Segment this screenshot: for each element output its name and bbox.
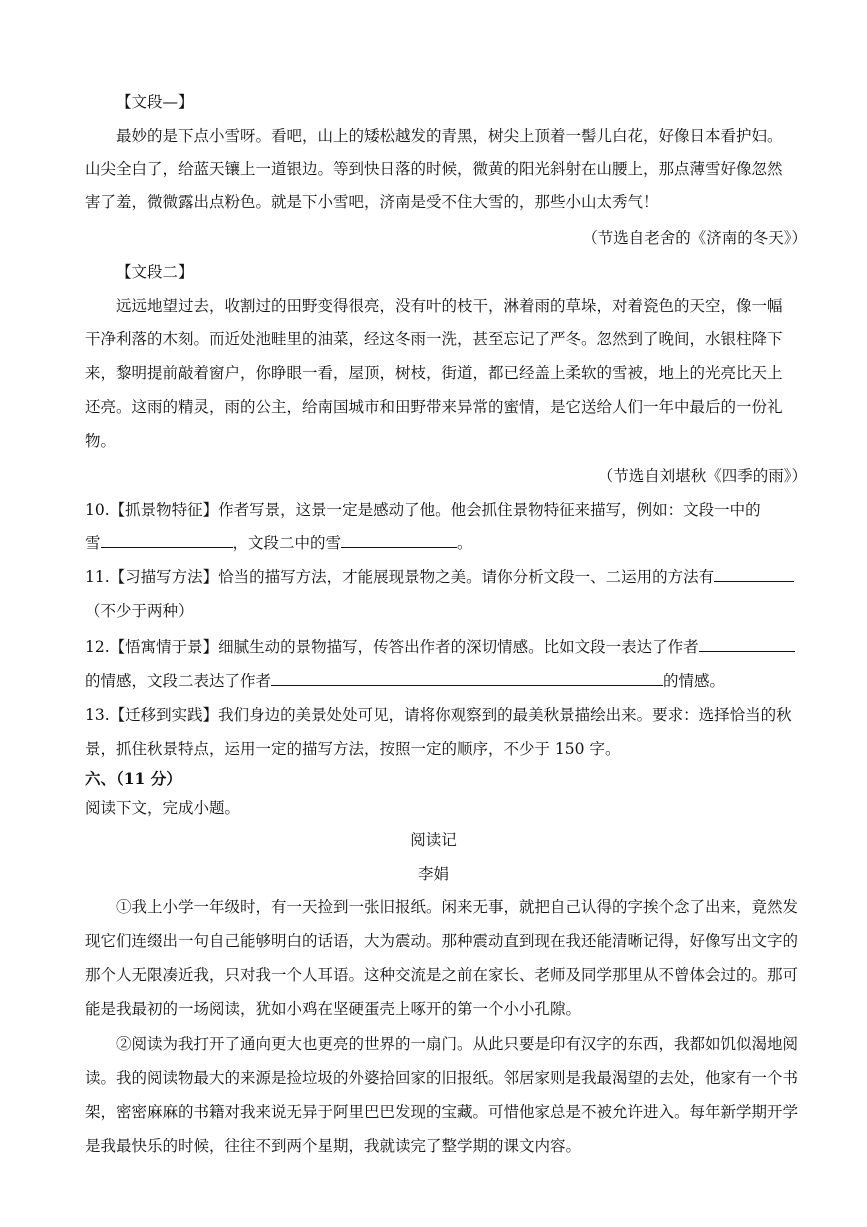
article-para1-line: 现它们连缀出一句自己能够明白的话语，大为震动。那种震动直到现在我还能清晰记得，好像写出文字的 xyxy=(85,932,799,950)
article-para2-line: 架，密密麻麻的书籍对我来说无异于阿里巴巴发现的宝藏。可惜他家总是不被允许进入。每年新学期开学 xyxy=(85,1103,799,1121)
question-13-cont: 景，抓住秋景特点，运用一定的描写方法，按照一定的顺序，不少于 150 字。 xyxy=(85,740,621,758)
passage1-line: 山尖全白了，给蓝天镶上一道银边。等到快日落的时候，微黄的阳光斜射在山腰上，那点薄雪好像忽然 xyxy=(85,160,783,178)
question-12 xyxy=(85,637,795,657)
article-para2-line: ②阅读为我打开了通向更大也更亮的世界的一扇门。从此只要是印有汉字的东西，我都如饥似渴地阅 xyxy=(116,1035,799,1053)
article-para2-line: 读。我的阅读物最大的来源是捡垃圾的外婆拾回家的旧报纸。邻居家则是我最渴望的去处，他家有一个书 xyxy=(85,1069,799,1087)
answer-blank[interactable] xyxy=(341,533,457,548)
q10-text: ，文段二中的雪 xyxy=(232,534,342,552)
passage2-label: 【文段二】 xyxy=(116,263,194,281)
answer-blank[interactable] xyxy=(101,533,233,548)
passage2-line: 还亮。这雨的精灵，雨的公主，给南国城市和田野带来异常的蜜情，是它送给人们一年中最后的一份礼 xyxy=(85,398,783,416)
q10-text: 。 xyxy=(457,534,473,552)
passage1-source: （节选自老舍的《济南的冬天》） xyxy=(582,229,807,247)
q12-text: 12.【悟寓情于景】细腻生动的景物描写，传答出作者的深切情感。比如文段一表达了作者 xyxy=(85,638,699,656)
passage1-line: 害了羞，微微露出点粉色。就是下小雪吧，济南是受不住大雪的，那些小山太秀气！ xyxy=(85,193,659,211)
section-heading: 六、（11 分） xyxy=(85,769,182,788)
question-12-cont xyxy=(85,671,725,691)
q12-text: 的情感。 xyxy=(663,672,726,690)
passage1-label: 【文段—】 xyxy=(116,93,194,111)
question-11-note: （不少于两种） xyxy=(85,602,194,620)
article-para1-line: ①我上小学一年级时，有一天捡到一张旧报纸。闲来无事，就把自己认得的字挨个念了出来，竟然发 xyxy=(116,898,799,916)
passage2-source: （节选自刘堪秋《四季的雨》） xyxy=(597,467,807,485)
passage2-line: 远远地望过去，收割过的田野变得很亮，没有叶的枝干，淋着雨的草垛，对着瓷色的天空，像一幅 xyxy=(116,297,783,315)
question-11 xyxy=(85,567,794,587)
article-para1-line: 那个人无限凑近我，只对我一个人耳语。这种交流是之前在家长、老师及同学那里从不曾体会过的。那可 xyxy=(85,966,799,984)
article-author: 李娟 xyxy=(417,865,449,883)
article-title: 阅读记 xyxy=(410,831,457,849)
q11-text: 11.【习描写方法】恰当的描写方法，才能展现景物之美。请你分析文段一、二运用的方法有 xyxy=(85,568,715,586)
answer-blank[interactable] xyxy=(271,671,663,686)
passage1-line: 最妙的是下点小雪呀。看吧，山上的矮松越发的青黑，树尖上顶着一髻儿白花，好像日本看护妇。 xyxy=(116,127,783,145)
q10-text: 雪 xyxy=(85,534,101,552)
q12-text: 的情感，文段二表达了作者 xyxy=(85,672,272,690)
passage2-line: 物。 xyxy=(85,432,117,450)
article-para1-line: 能是我最初的一场阅读，犹如小鸡在坚硬蛋壳上啄开的第一个小小孔隙。 xyxy=(85,1000,582,1018)
question-10: 10.【抓景物特征】作者写景，这景一定是感动了他。他会抓住景物特征来描写，例如：文段一中的 xyxy=(85,501,761,519)
question-13: 13.【迁移到实践】我们身边的美景处处可见，请将你观察到的最美秋景描绘出来。要求：选择恰当的秋 xyxy=(85,706,792,724)
passage2-line: 干净利落的木刻。而近处池畦里的油菜，经这冬雨一洗，甚至忘记了严冬。忽然到了晚间，水银柱降下 xyxy=(85,330,783,348)
section-instruction: 阅读下文，完成小题。 xyxy=(85,799,241,817)
answer-blank[interactable] xyxy=(714,567,794,582)
passage2-line: 来，黎明提前敲着窗户，你睁眼一看，屋顶，树枝，街道，都已经盖上柔软的雪被，地上的光亮比天上 xyxy=(85,364,783,382)
article-para2-line: 是我最快乐的时候，往往不到两个星期，我就读完了整学期的课文内容。 xyxy=(85,1137,582,1155)
question-10-blanks xyxy=(85,533,473,553)
answer-blank[interactable] xyxy=(699,637,795,652)
